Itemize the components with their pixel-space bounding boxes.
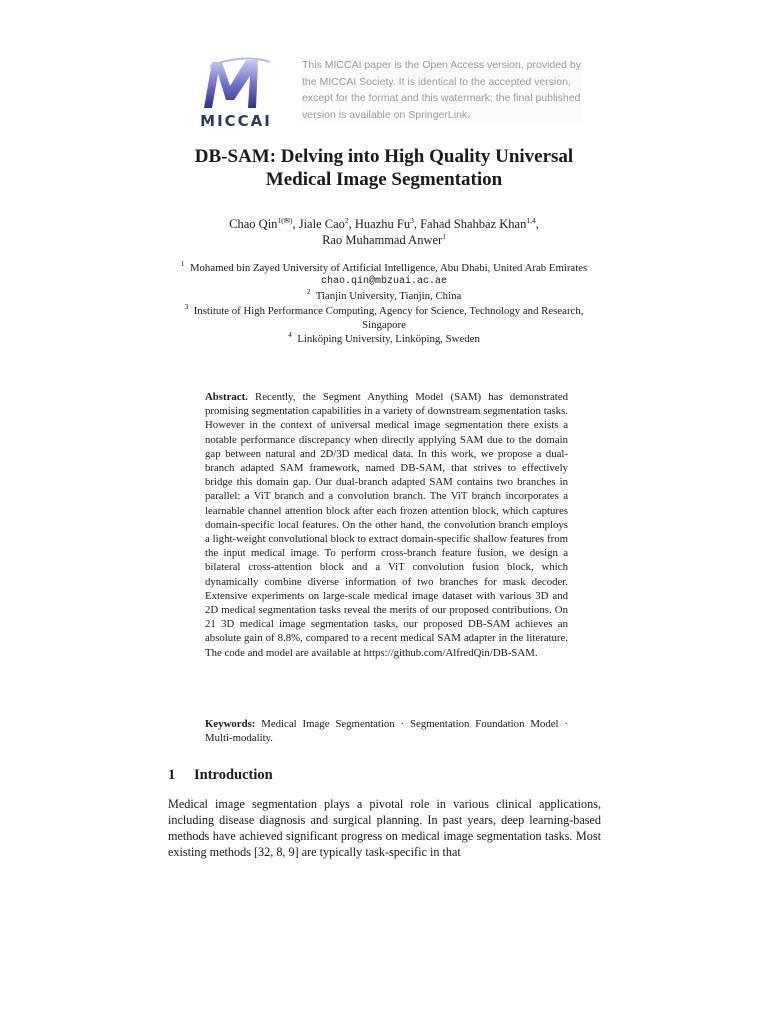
affiliation-number: 1	[180, 259, 185, 268]
affiliation-number: 2	[306, 287, 311, 297]
section-number: 1	[168, 767, 176, 783]
author-list	[140, 216, 628, 248]
affiliation-text: Institute of High Performance Computing, Agency for Science, Technology and Research, Singapore	[193, 304, 584, 331]
miccai-logo	[190, 56, 276, 128]
section-title: Introduction	[194, 767, 273, 783]
intro-paragraph: Medical image segmentation plays a pivotal role in various clinical applications, including disease diagnosis and surgical planning. In past years, deep learning-based methods have achieved significant progress on medical image segmentation tasks. Most existing methods [32, 8, 9] are typically task-specific in that	[168, 797, 601, 859]
affiliation-number: 3	[184, 301, 189, 311]
keywords-label: Keywords:	[205, 718, 256, 730]
affiliation-text: Mohamed bin Zayed University of Artificial Intelligence, Abu Dhabi, United Arab Emirates	[189, 262, 588, 274]
author-name: Jiale Cao	[298, 217, 345, 231]
author-affil-mark: 1,4	[526, 216, 536, 225]
affiliation-item	[168, 261, 600, 275]
affiliation-item	[168, 332, 600, 346]
title-line: DB-SAM: Delving into High Quality Universal	[194, 146, 574, 167]
miccai-watermark	[186, 52, 586, 132]
contact-email: chao.qin@mbzuai.ac.ae	[320, 276, 448, 288]
author-name: Huazhu Fu	[354, 217, 411, 231]
miccai-logo-mark	[190, 56, 276, 112]
abstract-text: Recently, the Segment Anything Model (SAM) has demonstrated promising segmentation capabilities in a variety of downstream segmentation tasks. However in the context of universal medical image segmentation there exists a notable performance discrepancy when directly applying SAM due to the domain gap between natural and 2D/3D medical data. In this work, we propose a dual-branch adapted SAM framework, named DB-SAM, that strives to effectively bridge this domain gap. Our dual-branch adapted SAM contains two branches in parallel: a ViT branch and a convolution branch. The ViT branch incorporates a learnable channel attention block after each frozen attention block, which captures domain-specific local features. On the other hand, the convolution branch employs a light-weight convolutional block to extract domain-specific shallow features from the input medical image. To perform cross-branch feature fusion, we design a bilateral cross-attention block and a ViT convolution fusion block, which dynamically combine diverse information of two branches for mask decoder. Extensive experiments on large-scale medical image dataset with various 3D and 2D medical segmentation tasks reveal the merits of our proposed contributions. On 21 3D medical image segmentation tasks, our proposed DB-SAM achieves an absolute gain of 8.8%, compared to a recent medical SAM adapter in the literature. The code and model are available at https://github.com/AlfredQin/DB-SAM.	[205, 391, 568, 659]
affiliation-item	[168, 301, 600, 332]
paper-title	[100, 146, 668, 191]
author-affil-mark: 1	[442, 232, 446, 241]
author-name: Rao Muhammad Anwer	[322, 233, 443, 247]
author-sep: ,	[535, 217, 539, 231]
affiliation-text: Linköping University, Linköping, Sweden	[297, 333, 480, 346]
affiliation-number: 4	[288, 330, 292, 340]
author-sep: ,	[413, 217, 421, 231]
keywords	[205, 717, 568, 745]
section-heading	[168, 767, 600, 784]
author-name: Fahad Shahbaz Khan	[420, 217, 527, 231]
miccai-logo-text: MICCAI	[200, 112, 272, 130]
abstract	[205, 390, 568, 660]
author-sep: ,	[292, 217, 299, 231]
author-affil-mark: 3	[410, 216, 414, 225]
author-affil-mark: 1(✉)	[277, 216, 293, 225]
title-line: Medical Image Segmentation	[265, 168, 503, 190]
open-access-notice: This MICCAI paper is the Open Access version, provided by the MICCAI Society. It is identical to the accepted version, except for the format and this watermark; the final published version is available on SpringerLink.	[302, 57, 582, 123]
affiliation-item	[168, 289, 600, 303]
author-sep: ,	[348, 217, 355, 231]
author-name: Chao Qin	[229, 217, 278, 231]
author-affil-mark: 2	[344, 216, 349, 225]
affiliation-text: Tianjin University, Tianjin, China	[315, 290, 462, 303]
abstract-label: Abstract.	[205, 391, 248, 403]
keywords-text: Medical Image Segmentation · Segmentation Foundation Model · Multi-modality.	[205, 718, 568, 745]
affiliations	[168, 261, 600, 346]
